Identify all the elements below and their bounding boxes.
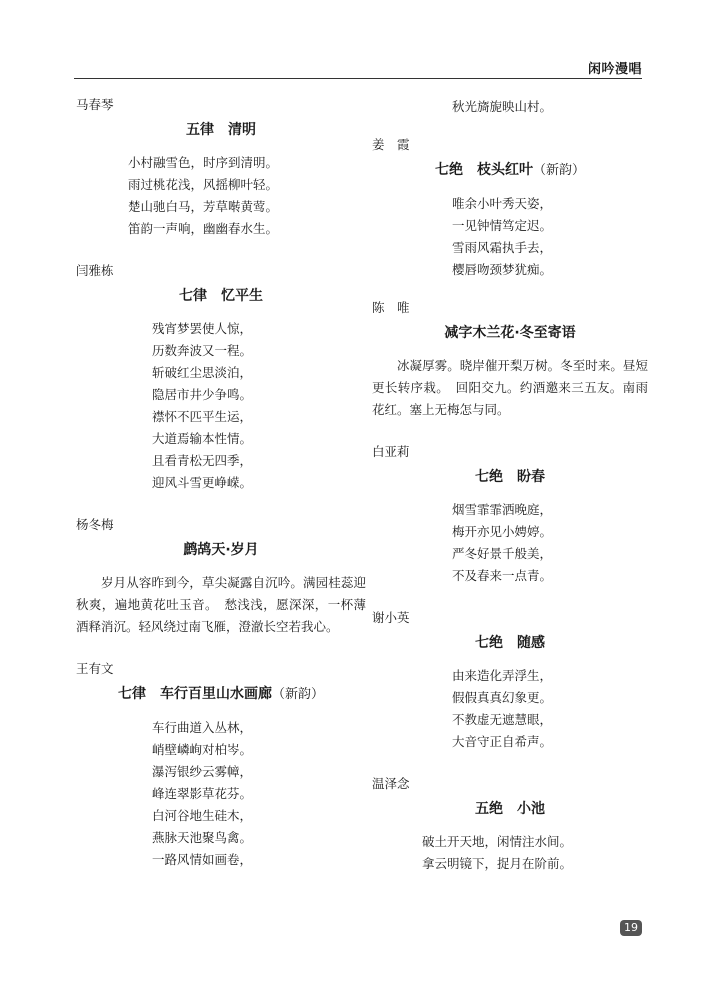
poem-prose: 岁月从容昨到今，草尖凝露自沉吟。满园桂蕊迎秋爽，遍地黄花吐玉音。 愁浅浅，愿深深，一杯薄酒释消沉。轻风绕过南飞雁，澄澈长空若我心。 <box>76 575 366 634</box>
poem-line: 樱唇吻颈梦犹痴。 <box>452 262 553 277</box>
page-number-badge: 19 <box>620 920 642 936</box>
poem-line: 襟怀不匹平生运， <box>152 409 253 424</box>
poem-line: 唯余小叶秀天姿， <box>452 196 553 211</box>
poem-line: 车行曲道入丛林， <box>152 720 253 735</box>
poem-line: 隐居市井少争鸣。 <box>152 387 253 402</box>
poem-lines <box>422 831 648 875</box>
poem-line: 假假真真幻象更。 <box>452 690 553 705</box>
poem-title: 五律 清明 <box>186 122 256 138</box>
poem-continuation <box>452 96 648 118</box>
left-column <box>76 96 366 871</box>
poem-line: 峭壁嶙峋对柏岑。 <box>152 742 253 757</box>
poem-line: 斩破红尘思淡泊， <box>152 365 253 380</box>
poem-title: 鹧鸪天·岁月 <box>183 542 259 558</box>
poem-line: 雪雨风霜执手去， <box>452 240 553 255</box>
poem-line: 雨过桃花浅，风摇柳叶轻。 <box>128 177 279 192</box>
poem-lines <box>152 717 366 871</box>
poem-lines <box>452 665 648 753</box>
poem-line: 严冬好景千般美， <box>452 546 553 561</box>
poem-title: 七律 忆平生 <box>179 288 263 304</box>
poem-author: 姜 霞 <box>372 137 410 152</box>
poem-title: 七绝 盼春 <box>475 469 545 485</box>
poem-author: 王有文 <box>76 661 114 676</box>
poem-line: 小村融雪色，时序到清明。 <box>128 155 279 170</box>
header-title: 闲吟漫唱 <box>587 62 642 77</box>
poem-lines <box>452 499 648 587</box>
header-rule <box>74 78 642 79</box>
poem-line: 瀑泻银纱云雾幛， <box>152 764 253 779</box>
poem-line: 白河谷地生硅木， <box>152 808 253 823</box>
poem-line: 迎风斗雪更峥嵘。 <box>152 475 253 490</box>
poem-line: 一见钟情笃定迟。 <box>452 218 553 233</box>
poem-author: 马春琴 <box>76 97 114 112</box>
poem-line: 历数奔波又一程。 <box>152 343 253 358</box>
poem-author: 白亚莉 <box>372 444 410 459</box>
poem-line: 燕脉天池聚鸟禽。 <box>152 830 253 845</box>
poem-author: 杨冬梅 <box>76 517 114 532</box>
poem-title: 减字木兰花·冬至寄语 <box>444 325 576 341</box>
poem-title: 七绝 枝头红叶（新韵） <box>434 162 585 178</box>
poem-line: 梅开亦见小娉婷。 <box>452 524 553 539</box>
poem-author: 闫雅栋 <box>76 263 114 278</box>
poem-line: 不及春来一点青。 <box>452 568 553 583</box>
poem-lines <box>152 318 366 494</box>
poem-line: 秋光旖旎映山村。 <box>452 99 553 114</box>
poem-line: 大道焉输本性情。 <box>152 431 253 446</box>
poem-line: 且看青松无四季， <box>152 453 253 468</box>
poem-author: 谢小英 <box>372 610 410 625</box>
poem-line: 由来造化弄浮生， <box>452 668 553 683</box>
poem-lines <box>452 193 648 281</box>
poem-title: 五绝 小池 <box>475 801 545 817</box>
poem-line: 峰连翠影草花芬。 <box>152 786 253 801</box>
poem-prose: 冰凝厚雾。晓岸催开梨万树。冬至时来。昼短更长转序栽。 回阳交九。约酒邀来三五友。南雨花红。塞上无梅怎与同。 <box>372 358 648 417</box>
poem-line: 拿云明镜下，捉月在阶前。 <box>422 856 573 871</box>
poem-line: 一路风情如画卷， <box>152 852 253 867</box>
poem-author: 温泽念 <box>372 776 410 791</box>
right-column <box>372 96 648 875</box>
poem-title: 七律 车行百里山水画廊（新韵） <box>117 686 324 702</box>
poem-author: 陈 唯 <box>372 300 410 315</box>
poem-title: 七绝 随感 <box>475 635 545 651</box>
poem-line: 破土开天地，闲情注水间。 <box>422 834 573 849</box>
poem-line: 笛韵一声响，幽幽春水生。 <box>128 221 279 236</box>
poem-line: 楚山驰白马，芳草啭黄莺。 <box>128 199 279 214</box>
poem-line: 残宵梦罢使人惊， <box>152 321 253 336</box>
poem-line: 不教虚无遮慧眼， <box>452 712 553 727</box>
poem-line: 烟雪霏霏洒晚庭， <box>452 502 553 517</box>
poem-line: 大音守正自希声。 <box>452 734 553 749</box>
poem-lines <box>128 152 366 240</box>
